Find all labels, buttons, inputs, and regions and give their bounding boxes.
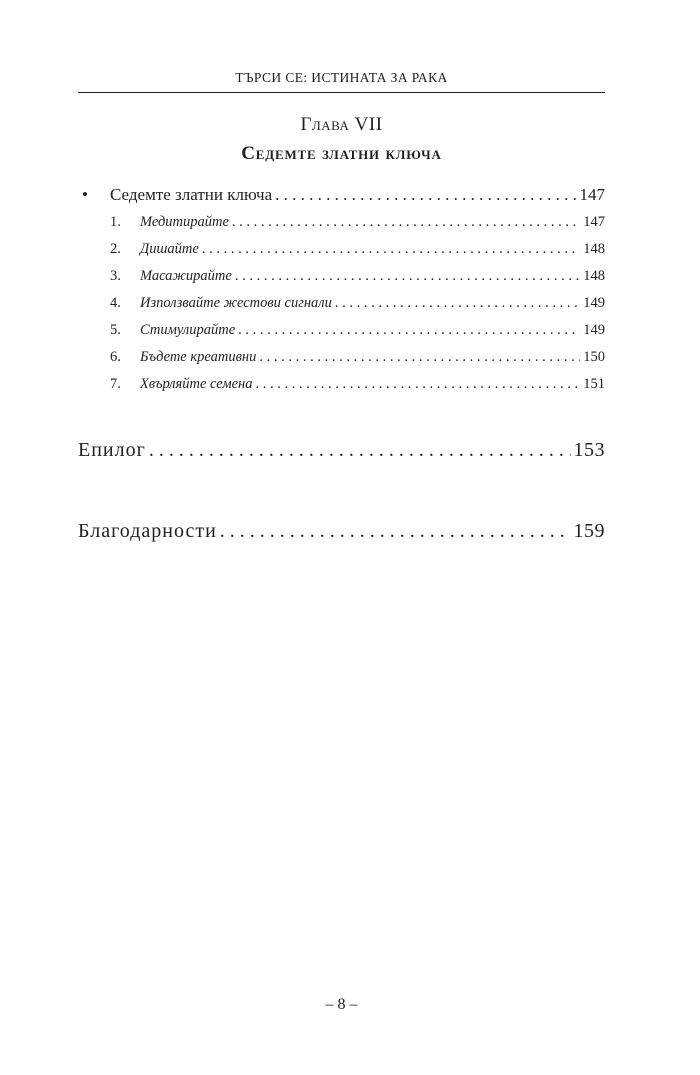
dot-leader (232, 214, 580, 231)
toc-entry-label: Масажирайте (140, 268, 232, 284)
chapter-label: Глава VII (300, 114, 383, 135)
toc-entry-epilogue[interactable] (78, 439, 605, 462)
toc-entry-page: 148 (583, 268, 605, 284)
bullet-icon: • (82, 185, 88, 204)
header-rule (78, 92, 605, 93)
toc-subentry-2[interactable] (110, 241, 605, 258)
toc-entry-page: 159 (573, 520, 605, 542)
dot-leader (235, 268, 580, 285)
toc-entry-page: 153 (573, 439, 605, 461)
toc-subentry-6[interactable] (110, 349, 605, 366)
toc-entry-number: 4. (110, 295, 121, 311)
toc-entry-number: 2. (110, 241, 121, 257)
page-number: – 8 – (325, 996, 358, 1013)
toc-entry-label: Хвърляйте семена (140, 376, 253, 392)
toc-entry-page: 147 (579, 185, 605, 204)
dot-leader (259, 349, 580, 366)
toc-entry-page: 149 (583, 322, 605, 338)
dot-leader (275, 185, 576, 205)
toc-entry-page: 148 (583, 241, 605, 257)
toc-entry-acknowledgements[interactable] (78, 520, 605, 543)
toc-subentry-3[interactable] (110, 268, 605, 285)
toc-subentry-4[interactable] (110, 295, 605, 312)
toc-entry-number: 3. (110, 268, 121, 284)
toc-entry-page: 147 (583, 214, 605, 230)
toc-subentry-5[interactable] (110, 322, 605, 339)
toc-entry-label: Епилог (78, 439, 146, 461)
toc-entry-number: 7. (110, 376, 121, 392)
toc-entry-number: 5. (110, 322, 121, 338)
toc-entry-label: Бъдете креативни (140, 349, 257, 365)
toc-entry-label: Медитирайте (140, 214, 229, 230)
chapter-title: Седемте златни ключа (241, 143, 442, 164)
dot-leader (238, 322, 580, 339)
running-head: ТЪРСИ СЕ: ИСТИНАТА ЗА РАКА (235, 70, 448, 85)
toc-section-entry[interactable] (78, 185, 605, 205)
dot-leader (255, 376, 580, 393)
dot-leader (202, 241, 580, 258)
toc-entry-number: 6. (110, 349, 121, 365)
toc-entry-page: 149 (583, 295, 605, 311)
toc-entry-page: 150 (583, 349, 605, 365)
toc-entry-label: Стимулирайте (140, 322, 236, 338)
toc-entry-page: 151 (583, 376, 605, 392)
toc-entry-label: Дишайте (140, 241, 199, 257)
toc-entry-label: Седемте златни ключа (110, 185, 273, 204)
toc-entry-label: Използвайте жестови сигнали (140, 295, 332, 311)
dot-leader (335, 295, 580, 312)
toc-subentry-1[interactable] (110, 214, 605, 231)
dot-leader (220, 520, 571, 543)
toc-entry-number: 1. (110, 214, 121, 230)
dot-leader (149, 439, 571, 462)
toc-subentry-7[interactable] (110, 376, 605, 393)
toc-entry-label: Благодарности (78, 520, 217, 542)
